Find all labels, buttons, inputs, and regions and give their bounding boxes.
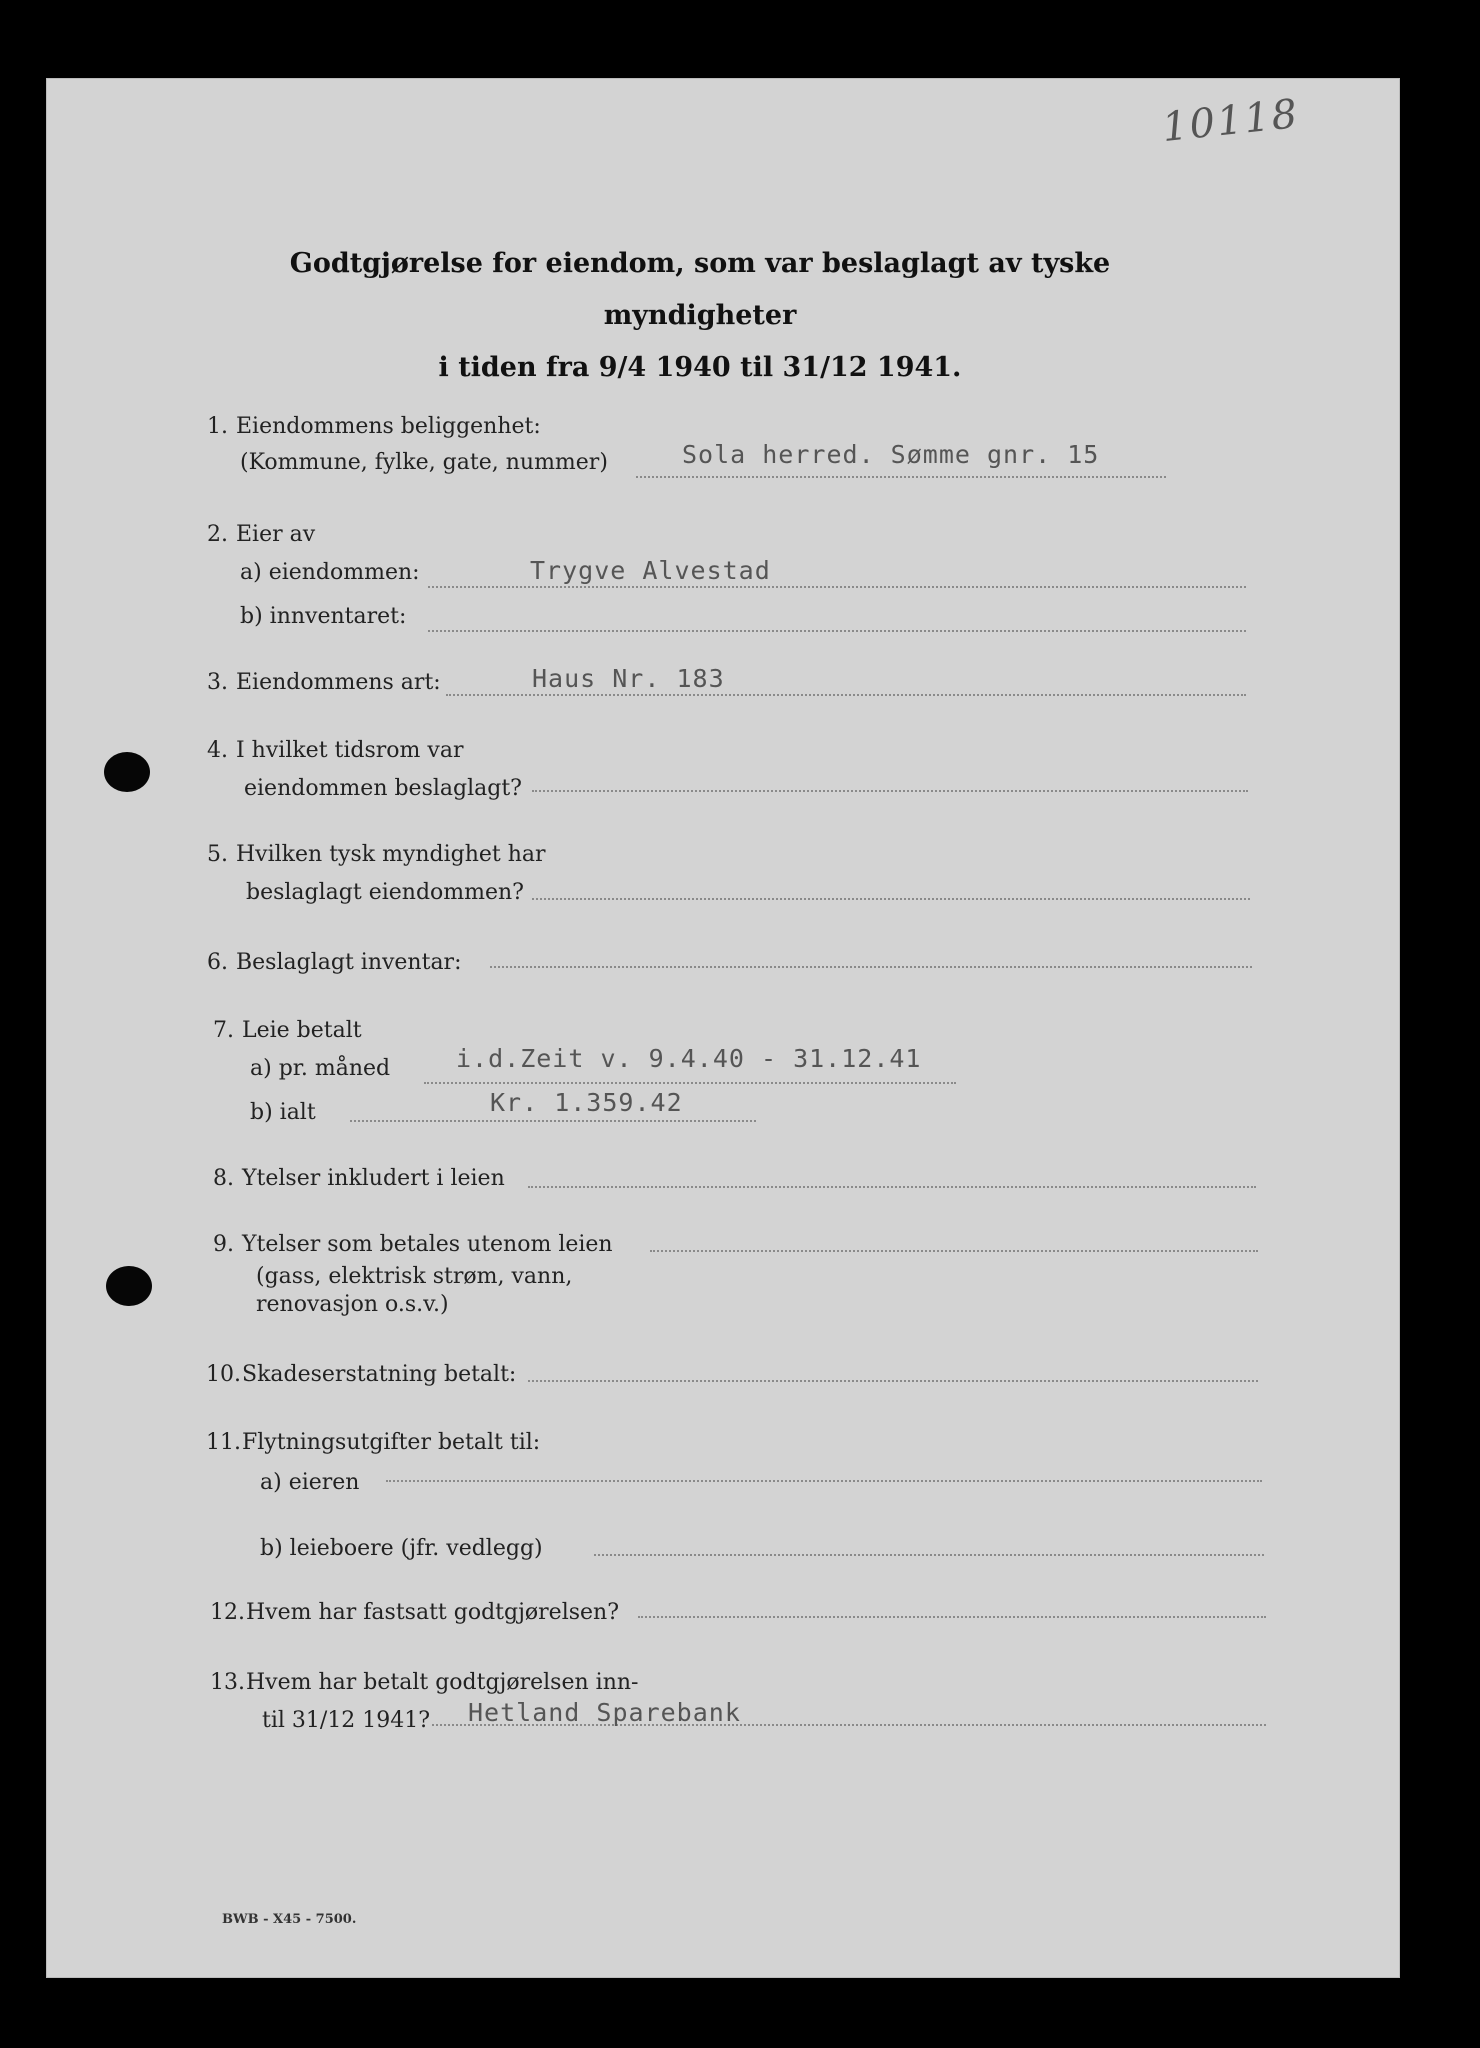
item-6-line [490, 966, 1252, 968]
title-line-1: Godtgjørelse for eiendom, som var beslaglagt av tyske myndigheter [289, 248, 1111, 331]
item-9-line [650, 1250, 1258, 1252]
item-11b-label: b) leieboere (jfr. vedlegg) [260, 1536, 543, 1561]
item-5-line [532, 898, 1250, 900]
item-5-label: 5. Hvilken tysk myndighet har [207, 842, 546, 867]
title-line-2: i tiden fra 9/4 1940 til 31/12 1941. [438, 352, 962, 383]
item-2b-line [428, 630, 1246, 632]
form-print-code: BWB - X45 - 7500. [222, 1912, 357, 1927]
item-4-sublabel: eiendommen beslaglagt? [244, 776, 522, 801]
item-5-sublabel: beslaglagt eiendommen? [246, 880, 524, 905]
form-title [200, 238, 1200, 394]
item-11a-line [386, 1480, 1262, 1482]
item-1-value[interactable]: Sola herred. Sømme gnr. 15 [682, 440, 1100, 469]
item-11b-line [594, 1554, 1264, 1556]
item-2a-line [428, 586, 1246, 588]
item-3-line [446, 694, 1246, 696]
item-8-line [528, 1186, 1256, 1188]
item-9-sublabel-1: (gass, elektrisk strøm, vann, [256, 1264, 573, 1289]
item-13-sublabel: til 31/12 1941? [262, 1708, 431, 1733]
item-13-value[interactable]: Hetland Sparebank [468, 1698, 741, 1727]
item-2a-value[interactable]: Trygve Alvestad [530, 556, 771, 585]
item-3-value[interactable]: Haus Nr. 183 [532, 664, 725, 693]
item-12-line [638, 1616, 1266, 1618]
item-3-label: 3. Eiendommens art: [207, 670, 441, 695]
item-12-label: 12.Hvem har fastsatt godtgjørelsen? [210, 1600, 620, 1625]
item-1-sublabel: (Kommune, fylke, gate, nummer) [240, 450, 608, 475]
item-8-label: 8. Ytelser inkludert i leien [213, 1166, 505, 1191]
item-4-label: 4. I hvilket tidsrom var [207, 738, 464, 763]
item-1-label: 1. Eiendommens beliggenhet: [207, 414, 541, 439]
item-9-sublabel-2: renovasjon o.s.v.) [256, 1292, 449, 1317]
item-13-label: 13.Hvem har betalt godtgjørelsen inn- [210, 1670, 639, 1695]
item-9-label: 9. Ytelser som betales utenom leien [213, 1232, 613, 1257]
item-6-label: 6. Beslaglagt inventar: [207, 950, 462, 975]
item-7a-label: a) pr. måned [250, 1056, 391, 1081]
item-4-line [532, 790, 1248, 792]
item-11-label: 11.Flytningsutgifter betalt til: [206, 1430, 541, 1455]
item-7-label: 7. Leie betalt [213, 1018, 362, 1043]
item-2b-label: b) innventaret: [240, 604, 407, 629]
item-10-label: 10.Skadeserstatning betalt: [206, 1362, 517, 1387]
punch-hole-top [104, 752, 150, 792]
punch-hole-bottom [106, 1266, 152, 1306]
item-2-label: 2. Eier av [207, 522, 316, 547]
item-7a-line [424, 1082, 956, 1084]
item-7b-value[interactable]: Kr. 1.359.42 [490, 1088, 683, 1117]
archive-number: 10118 [1159, 90, 1302, 152]
item-1-line [636, 476, 1166, 478]
item-2a-label: a) eiendommen: [240, 560, 420, 585]
item-7a-value[interactable]: i.d.Zeit v. 9.4.40 - 31.12.41 [456, 1044, 922, 1073]
item-7b-label: b) ialt [250, 1100, 316, 1125]
item-10-line [528, 1380, 1258, 1382]
item-11a-label: a) eieren [260, 1470, 360, 1495]
item-7b-line [350, 1120, 756, 1122]
